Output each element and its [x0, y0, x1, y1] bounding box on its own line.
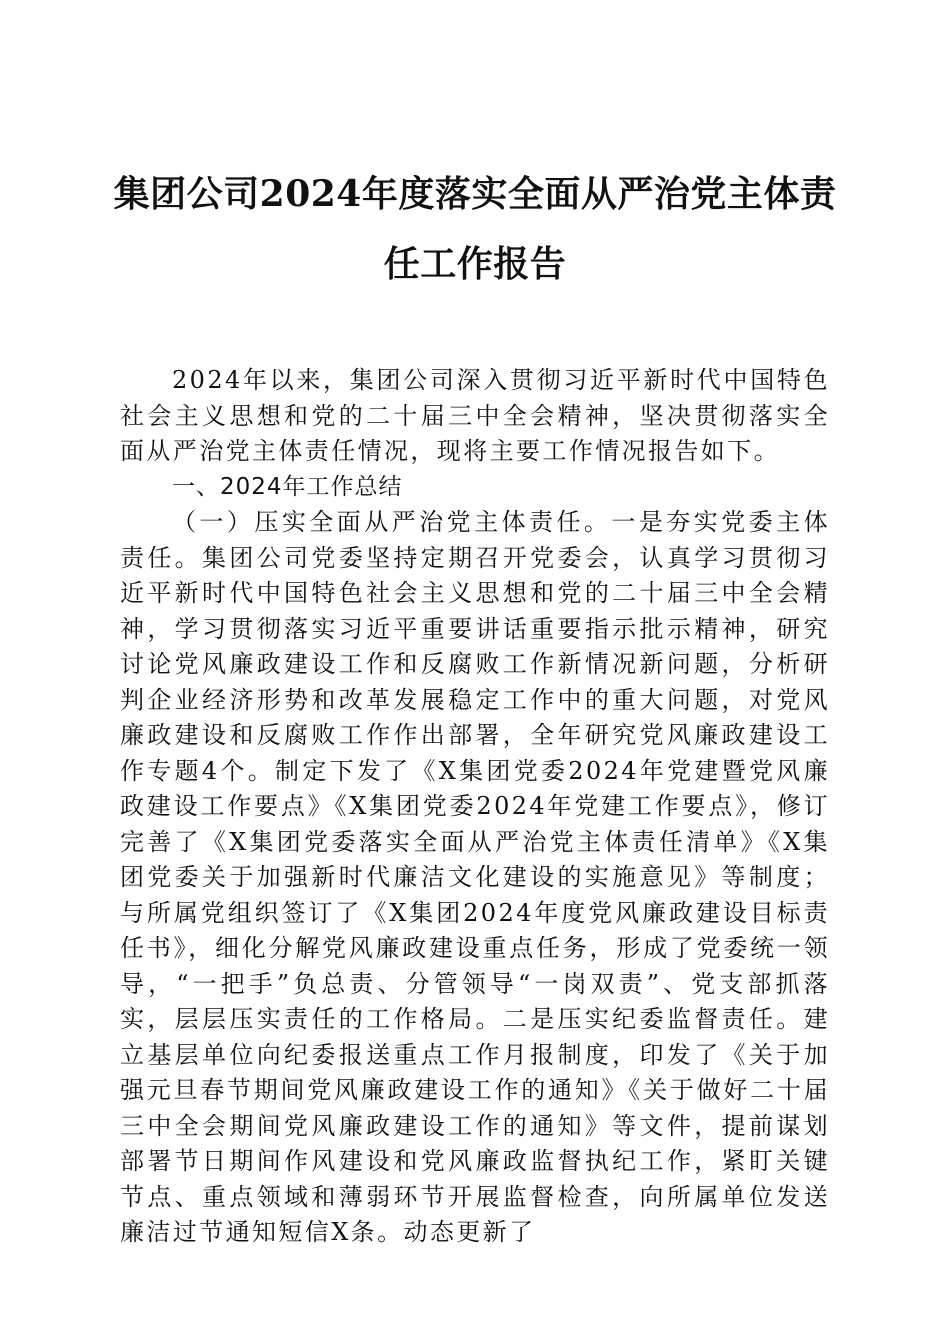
- document-title: [100, 168, 850, 290]
- title-line-1: 集团公司2024年度落实全面从严治党主体责: [113, 173, 837, 215]
- subsection-heading-1: （一）压实全面从严治党主体责任。: [172, 508, 612, 536]
- document-body: [120, 363, 830, 1251]
- intro-paragraph: 2024年以来，集团公司深入贯彻习近平新时代中国特色社会主义思想和党的二十届三中全会精神，坚决贯彻落实全面从严治党主体责任情况，现将主要工作情况报告如下。: [120, 366, 830, 465]
- section-heading-1: 一、2024年工作总结: [172, 473, 403, 500]
- subsection-body-1: 一是夯实党委主体责任。集团公司党委坚持定期召开党委会，认真学习贯彻习近平新时代中国特色社会主义思想和党的二十届三中全会精神，学习贯彻落实习近平重要讲话重要指示批示精神，研究讨论党风廉政建设工作和反腐败工作新情况新问题，分析研判企业经济形势和改革发展稳定工作中的重大问题，对党风廉政建设和反腐败工作作出部署，全年研究党风廉政建设工作专题4个。制定下发了《X集团党委2024年党建暨党风廉政建设工作要点》《X集团党委2024年党建工作要点》，修订完善了《X集团党委落实全面从严治党主体责任清单》《X集团党委关于加强新时代廉洁文化建设的实施意见》等制度；与所属党组织签订了《X集团2024年度党风廉政建设目标责任书》，细化分解党风廉政建设重点任务，形成了党委统一领导，“一把手”负总责、分管领导“一岗双责”、党支部抓落实，层层压实责任的工作格局。二是压实纪委监督责任。建立基层单位向纪委报送重点工作月报制度，印发了《关于加强元旦春节期间党风廉政建设工作的通知》《关于做好二十届三中全会期间党风廉政建设工作的通知》等文件，提前谋划部署节日期间作风建设和党风廉政监督执纪工作，紧盯关键节点、重点领域和薄弱环节开展监督检查，向所属单位发送廉洁过节通知短信X条。动态更新了: [120, 508, 830, 1246]
- title-line-2: 任工作报告: [383, 243, 567, 285]
- subsection-paragraph-1: [120, 505, 830, 1251]
